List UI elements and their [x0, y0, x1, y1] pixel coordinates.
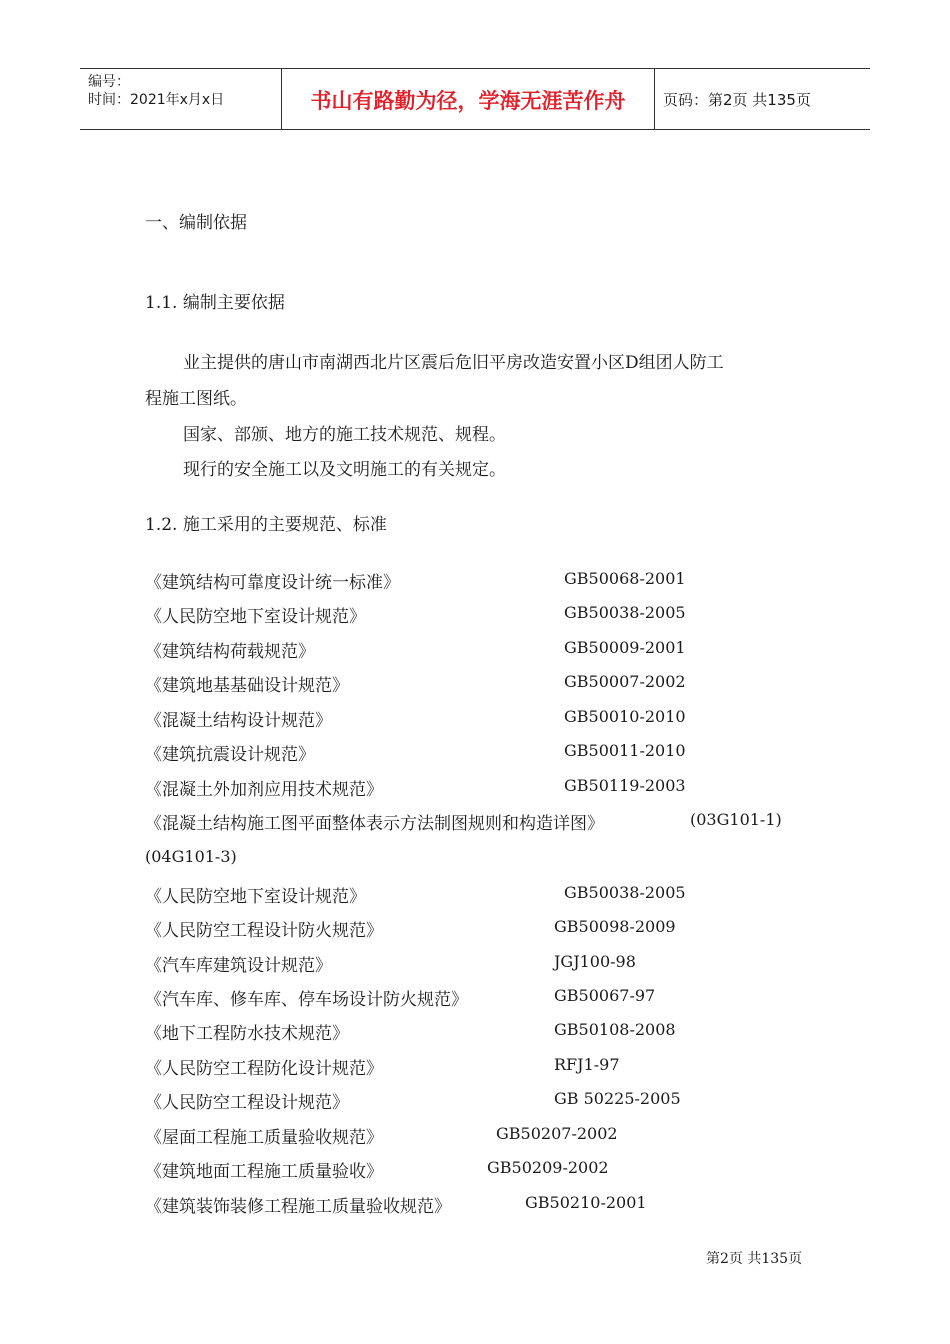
standard-name: 《人民防空工程防化设计规范》	[145, 1059, 383, 1079]
standard-name: 《建筑结构可靠度设计统一标准》	[145, 573, 400, 593]
standard-name: 《人民防空地下室设计规范》	[145, 887, 366, 907]
page-header	[80, 68, 870, 130]
standard-code: GB50209-2002	[487, 1158, 609, 1177]
standard-name: 《汽车库建筑设计规范》	[145, 956, 332, 976]
paragraph-line: 业主提供的唐山市南湖西北片区震后危旧平房改造安置小区D组团人防工	[183, 353, 724, 373]
number-label: 编号：	[88, 74, 130, 90]
standard-code: GB50210-2001	[525, 1193, 647, 1212]
standard-code: GB50207-2002	[496, 1124, 618, 1143]
subsection-title-1-1: 1.1. 编制主要依据	[145, 293, 285, 313]
standard-code: GB 50225-2005	[554, 1089, 681, 1108]
standard-name: 《屋面工程施工质量验收规范》	[145, 1128, 383, 1148]
standard-code: GB50010-2010	[564, 707, 686, 726]
standard-name: 《混凝土外加剂应用技术规范》	[145, 780, 383, 800]
page-footer: 第2页 共135页	[706, 1251, 803, 1267]
standard-code: GB50067-97	[554, 986, 656, 1005]
header-page-info: 页码：第2页 共135页	[663, 91, 811, 109]
header-motto: 书山有路勤为径，学海无涯苦作舟	[310, 89, 626, 113]
standard-code: GB50009-2001	[564, 638, 686, 657]
paragraph-line: 程施工图纸。	[145, 389, 247, 409]
header-left-cell	[80, 69, 282, 129]
standard-code: JGJ100-98	[554, 952, 636, 971]
standard-name: 《人民防空地下室设计规范》	[145, 607, 366, 627]
standard-code: GB50098-2009	[554, 917, 676, 936]
time-label: 时间：2021年x月x日	[88, 92, 225, 108]
standard-name: 《建筑结构荷载规范》	[145, 642, 315, 662]
standard-name: (04G101-3)	[145, 847, 237, 866]
standard-code: GB50038-2005	[564, 603, 686, 622]
standard-name: 《地下工程防水技术规范》	[145, 1024, 349, 1044]
standard-code: GB50011-2010	[564, 741, 686, 760]
standard-name: 《混凝土结构施工图平面整体表示方法制图规则和构造详图》	[145, 814, 604, 834]
paragraph: 现行的安全施工以及文明施工的有关规定。	[183, 460, 506, 480]
paragraph: 国家、部颁、地方的施工技术规范、规程。	[183, 425, 506, 445]
header-middle-cell	[282, 69, 655, 129]
standard-name: 《建筑地基基础设计规范》	[145, 676, 349, 696]
standard-name: 《建筑装饰装修工程施工质量验收规范》	[145, 1197, 451, 1217]
standard-name: 《人民防空工程设计防火规范》	[145, 921, 383, 941]
standard-name: 《建筑地面工程施工质量验收》	[145, 1162, 383, 1182]
standard-name: 《汽车库、修车库、停车场设计防火规范》	[145, 990, 468, 1010]
standard-code: GB50007-2002	[564, 672, 686, 691]
header-right-cell	[655, 69, 870, 129]
subsection-title-1-2: 1.2. 施工采用的主要规范、标准	[145, 515, 387, 535]
standard-name: 《人民防空工程设计规范》	[145, 1093, 349, 1113]
standard-code: GB50119-2003	[564, 776, 686, 795]
standard-code: RFJ1-97	[554, 1055, 620, 1074]
standard-name: 《建筑抗震设计规范》	[145, 745, 315, 765]
standard-code: GB50108-2008	[554, 1020, 676, 1039]
standard-code: GB50038-2005	[564, 883, 686, 902]
standard-code: GB50068-2001	[564, 569, 686, 588]
section-title: 一、编制依据	[145, 213, 247, 233]
standard-name: 《混凝土结构设计规范》	[145, 711, 332, 731]
standard-code: (03G101-1)	[690, 810, 782, 829]
